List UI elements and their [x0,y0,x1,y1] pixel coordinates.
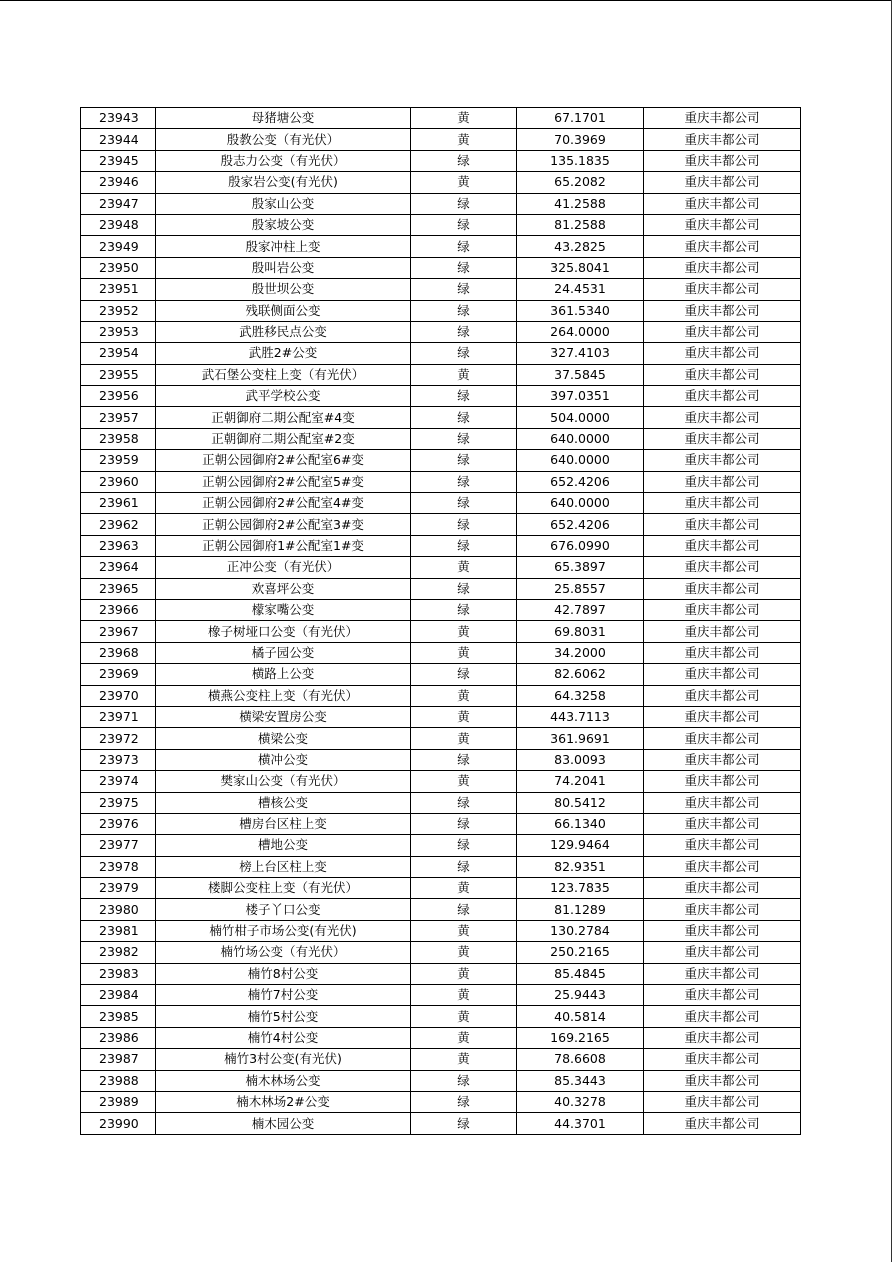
value-cell: 123.7835 [517,878,644,899]
table-row [81,942,801,963]
value-cell: 43.2825 [517,236,644,257]
table-row [81,621,801,642]
value-cell: 640.0000 [517,428,644,449]
transformer-table [80,107,801,1135]
company-cell: 重庆丰都公司 [644,685,801,706]
row-id-cell: 23987 [81,1049,156,1070]
transformer-name-cell: 殷家岩公变(有光伏) [156,172,411,193]
status-color-cell: 绿 [411,450,517,471]
transformer-name-cell: 樊家山公变（有光伏） [156,771,411,792]
table-row [81,1006,801,1027]
value-cell: 325.8041 [517,257,644,278]
company-cell: 重庆丰都公司 [644,899,801,920]
value-cell: 85.3443 [517,1070,644,1091]
company-cell: 重庆丰都公司 [644,236,801,257]
company-cell: 重庆丰都公司 [644,835,801,856]
transformer-name-cell: 正朝御府二期公配室#2变 [156,428,411,449]
row-id-cell: 23964 [81,557,156,578]
table-row [81,985,801,1006]
row-id-cell: 23969 [81,664,156,685]
row-id-cell: 23958 [81,428,156,449]
transformer-name-cell: 楠竹8村公变 [156,963,411,984]
value-cell: 82.6062 [517,664,644,685]
value-cell: 34.2000 [517,642,644,663]
company-cell: 重庆丰都公司 [644,856,801,877]
value-cell: 129.9464 [517,835,644,856]
row-id-cell: 23974 [81,771,156,792]
table-row [81,1027,801,1048]
status-color-cell: 黄 [411,129,517,150]
company-cell: 重庆丰都公司 [644,493,801,514]
company-cell: 重庆丰都公司 [644,257,801,278]
row-id-cell: 23972 [81,728,156,749]
row-id-cell: 23977 [81,835,156,856]
value-cell: 40.5814 [517,1006,644,1027]
transformer-name-cell: 楼子丫口公变 [156,899,411,920]
row-id-cell: 23967 [81,621,156,642]
value-cell: 361.9691 [517,728,644,749]
value-cell: 81.1289 [517,899,644,920]
value-cell: 85.4845 [517,963,644,984]
value-cell: 504.0000 [517,407,644,428]
company-cell: 重庆丰都公司 [644,108,801,129]
table-row [81,279,801,300]
company-cell: 重庆丰都公司 [644,450,801,471]
status-color-cell: 黄 [411,642,517,663]
value-cell: 676.0990 [517,535,644,556]
table-row [81,214,801,235]
table-row [81,493,801,514]
status-color-cell: 黄 [411,1006,517,1027]
table-body [81,108,801,1135]
table-row [81,108,801,129]
status-color-cell: 绿 [411,749,517,770]
company-cell: 重庆丰都公司 [644,813,801,834]
table-row [81,578,801,599]
table-row [81,343,801,364]
row-id-cell: 23943 [81,108,156,129]
status-color-cell: 绿 [411,193,517,214]
transformer-name-cell: 楠竹7村公变 [156,985,411,1006]
table-row [81,557,801,578]
value-cell: 78.6608 [517,1049,644,1070]
status-color-cell: 黄 [411,1027,517,1048]
status-color-cell: 绿 [411,321,517,342]
transformer-name-cell: 殷世坝公变 [156,279,411,300]
transformer-name-cell: 正朝公园御府2#公配室4#变 [156,493,411,514]
table-row [81,899,801,920]
row-id-cell: 23970 [81,685,156,706]
transformer-name-cell: 楠木林场2#公变 [156,1091,411,1112]
transformer-name-cell: 楠竹3村公变(有光伏) [156,1049,411,1070]
status-color-cell: 绿 [411,578,517,599]
company-cell: 重庆丰都公司 [644,1027,801,1048]
table-row [81,321,801,342]
company-cell: 重庆丰都公司 [644,1006,801,1027]
table-row [81,835,801,856]
value-cell: 640.0000 [517,493,644,514]
company-cell: 重庆丰都公司 [644,621,801,642]
status-color-cell: 黄 [411,771,517,792]
transformer-name-cell: 横梁公变 [156,728,411,749]
status-color-cell: 黄 [411,942,517,963]
company-cell: 重庆丰都公司 [644,535,801,556]
company-cell: 重庆丰都公司 [644,878,801,899]
company-cell: 重庆丰都公司 [644,728,801,749]
row-id-cell: 23954 [81,343,156,364]
table-row [81,535,801,556]
transformer-name-cell: 楠木林场公变 [156,1070,411,1091]
company-cell: 重庆丰都公司 [644,1070,801,1091]
company-cell: 重庆丰都公司 [644,557,801,578]
company-cell: 重庆丰都公司 [644,1049,801,1070]
transformer-name-cell: 楠竹4村公变 [156,1027,411,1048]
transformer-name-cell: 槽地公变 [156,835,411,856]
company-cell: 重庆丰都公司 [644,150,801,171]
transformer-name-cell: 殷家冲柱上变 [156,236,411,257]
row-id-cell: 23957 [81,407,156,428]
table-row [81,364,801,385]
value-cell: 70.3969 [517,129,644,150]
transformer-name-cell: 正朝公园御府1#公配室1#变 [156,535,411,556]
status-color-cell: 绿 [411,279,517,300]
status-color-cell: 黄 [411,963,517,984]
company-cell: 重庆丰都公司 [644,642,801,663]
status-color-cell: 绿 [411,343,517,364]
status-color-cell: 绿 [411,1113,517,1134]
value-cell: 66.1340 [517,813,644,834]
value-cell: 361.5340 [517,300,644,321]
row-id-cell: 23960 [81,471,156,492]
status-color-cell: 绿 [411,514,517,535]
transformer-name-cell: 正朝御府二期公配室#4变 [156,407,411,428]
company-cell: 重庆丰都公司 [644,514,801,535]
row-id-cell: 23988 [81,1070,156,1091]
value-cell: 640.0000 [517,450,644,471]
row-id-cell: 23982 [81,942,156,963]
transformer-name-cell: 楠木园公变 [156,1113,411,1134]
table-row [81,236,801,257]
value-cell: 67.1701 [517,108,644,129]
row-id-cell: 23983 [81,963,156,984]
value-cell: 169.2165 [517,1027,644,1048]
value-cell: 44.3701 [517,1113,644,1134]
value-cell: 264.0000 [517,321,644,342]
value-cell: 25.8557 [517,578,644,599]
row-id-cell: 23946 [81,172,156,193]
company-cell: 重庆丰都公司 [644,578,801,599]
company-cell: 重庆丰都公司 [644,942,801,963]
value-cell: 652.4206 [517,514,644,535]
transformer-name-cell: 残联侧面公变 [156,300,411,321]
table-row [81,514,801,535]
table-row [81,471,801,492]
status-color-cell: 绿 [411,493,517,514]
transformer-name-cell: 横路上公变 [156,664,411,685]
value-cell: 69.8031 [517,621,644,642]
row-id-cell: 23971 [81,706,156,727]
value-cell: 82.9351 [517,856,644,877]
status-color-cell: 绿 [411,535,517,556]
company-cell: 重庆丰都公司 [644,129,801,150]
transformer-name-cell: 武胜2#公变 [156,343,411,364]
company-cell: 重庆丰都公司 [644,706,801,727]
table-row [81,1070,801,1091]
status-color-cell: 绿 [411,856,517,877]
row-id-cell: 23953 [81,321,156,342]
status-color-cell: 黄 [411,685,517,706]
transformer-name-cell: 殷家坡公变 [156,214,411,235]
company-cell: 重庆丰都公司 [644,1113,801,1134]
status-color-cell: 黄 [411,878,517,899]
value-cell: 443.7113 [517,706,644,727]
status-color-cell: 绿 [411,257,517,278]
table-row [81,257,801,278]
status-color-cell: 黄 [411,920,517,941]
transformer-name-cell: 横冲公变 [156,749,411,770]
transformer-name-cell: 殷叫岩公变 [156,257,411,278]
company-cell: 重庆丰都公司 [644,279,801,300]
transformer-name-cell: 橡子树垭口公变（有光伏） [156,621,411,642]
company-cell: 重庆丰都公司 [644,343,801,364]
table-row [81,963,801,984]
value-cell: 40.3278 [517,1091,644,1112]
company-cell: 重庆丰都公司 [644,364,801,385]
transformer-name-cell: 武平学校公变 [156,386,411,407]
table-row [81,150,801,171]
transformer-name-cell: 殷志力公变（有光伏） [156,150,411,171]
value-cell: 37.5845 [517,364,644,385]
status-color-cell: 绿 [411,792,517,813]
transformer-name-cell: 楠竹场公变（有光伏） [156,942,411,963]
row-id-cell: 23975 [81,792,156,813]
table-row [81,856,801,877]
status-color-cell: 黄 [411,1049,517,1070]
company-cell: 重庆丰都公司 [644,749,801,770]
status-color-cell: 绿 [411,471,517,492]
table-row [81,792,801,813]
table-row [81,771,801,792]
status-color-cell: 黄 [411,621,517,642]
status-color-cell: 绿 [411,599,517,620]
row-id-cell: 23948 [81,214,156,235]
table-row [81,642,801,663]
value-cell: 81.2588 [517,214,644,235]
transformer-name-cell: 欢喜坪公变 [156,578,411,599]
row-id-cell: 23980 [81,899,156,920]
company-cell: 重庆丰都公司 [644,193,801,214]
status-color-cell: 黄 [411,706,517,727]
status-color-cell: 黄 [411,985,517,1006]
row-id-cell: 23984 [81,985,156,1006]
row-id-cell: 23961 [81,493,156,514]
transformer-name-cell: 武石堡公变柱上变（有光伏） [156,364,411,385]
status-color-cell: 绿 [411,300,517,321]
company-cell: 重庆丰都公司 [644,321,801,342]
company-cell: 重庆丰都公司 [644,920,801,941]
row-id-cell: 23978 [81,856,156,877]
company-cell: 重庆丰都公司 [644,1091,801,1112]
transformer-name-cell: 正冲公变（有光伏） [156,557,411,578]
value-cell: 130.2784 [517,920,644,941]
company-cell: 重庆丰都公司 [644,471,801,492]
table-row [81,1049,801,1070]
company-cell: 重庆丰都公司 [644,599,801,620]
row-id-cell: 23950 [81,257,156,278]
status-color-cell: 绿 [411,428,517,449]
value-cell: 135.1835 [517,150,644,171]
status-color-cell: 绿 [411,1070,517,1091]
table-row [81,706,801,727]
row-id-cell: 23981 [81,920,156,941]
value-cell: 64.3258 [517,685,644,706]
value-cell: 65.2082 [517,172,644,193]
row-id-cell: 23968 [81,642,156,663]
transformer-name-cell: 楠竹柑子市场公变(有光伏) [156,920,411,941]
value-cell: 24.4531 [517,279,644,300]
transformer-name-cell: 正朝公园御府2#公配室5#变 [156,471,411,492]
status-color-cell: 绿 [411,899,517,920]
table-row [81,813,801,834]
row-id-cell: 23945 [81,150,156,171]
company-cell: 重庆丰都公司 [644,214,801,235]
value-cell: 652.4206 [517,471,644,492]
transformer-name-cell: 殷教公变（有光伏） [156,129,411,150]
table-row [81,129,801,150]
transformer-name-cell: 武胜移民点公变 [156,321,411,342]
status-color-cell: 绿 [411,835,517,856]
status-color-cell: 黄 [411,364,517,385]
company-cell: 重庆丰都公司 [644,407,801,428]
company-cell: 重庆丰都公司 [644,792,801,813]
transformer-name-cell: 檬家嘴公变 [156,599,411,620]
status-color-cell: 黄 [411,557,517,578]
value-cell: 250.2165 [517,942,644,963]
value-cell: 327.4103 [517,343,644,364]
status-color-cell: 绿 [411,214,517,235]
value-cell: 397.0351 [517,386,644,407]
table-row [81,450,801,471]
status-color-cell: 绿 [411,236,517,257]
table-row [81,749,801,770]
transformer-name-cell: 榜上台区柱上变 [156,856,411,877]
company-cell: 重庆丰都公司 [644,985,801,1006]
table-row [81,172,801,193]
transformer-name-cell: 正朝公园御府2#公配室3#变 [156,514,411,535]
table-row [81,428,801,449]
row-id-cell: 23965 [81,578,156,599]
table-row [81,1091,801,1112]
value-cell: 83.0093 [517,749,644,770]
transformer-name-cell: 槽房台区柱上变 [156,813,411,834]
company-cell: 重庆丰都公司 [644,172,801,193]
transformer-name-cell: 正朝公园御府2#公配室6#变 [156,450,411,471]
table-row [81,664,801,685]
row-id-cell: 23952 [81,300,156,321]
row-id-cell: 23963 [81,535,156,556]
value-cell: 42.7897 [517,599,644,620]
row-id-cell: 23973 [81,749,156,770]
row-id-cell: 23976 [81,813,156,834]
table-row [81,1113,801,1134]
company-cell: 重庆丰都公司 [644,664,801,685]
table-row [81,728,801,749]
table-row [81,685,801,706]
status-color-cell: 绿 [411,813,517,834]
row-id-cell: 23990 [81,1113,156,1134]
page-top-border [0,0,892,1]
value-cell: 25.9443 [517,985,644,1006]
row-id-cell: 23944 [81,129,156,150]
row-id-cell: 23986 [81,1027,156,1048]
transformer-name-cell: 横梁安置房公变 [156,706,411,727]
row-id-cell: 23959 [81,450,156,471]
row-id-cell: 23949 [81,236,156,257]
transformer-name-cell: 殷家山公变 [156,193,411,214]
status-color-cell: 绿 [411,407,517,428]
company-cell: 重庆丰都公司 [644,771,801,792]
table-row [81,407,801,428]
status-color-cell: 绿 [411,664,517,685]
value-cell: 80.5412 [517,792,644,813]
transformer-name-cell: 横燕公变柱上变（有光伏） [156,685,411,706]
transformer-name-cell: 楼脚公变柱上变（有光伏） [156,878,411,899]
company-cell: 重庆丰都公司 [644,300,801,321]
status-color-cell: 绿 [411,150,517,171]
transformer-name-cell: 槽核公变 [156,792,411,813]
row-id-cell: 23951 [81,279,156,300]
table-row [81,920,801,941]
row-id-cell: 23962 [81,514,156,535]
transformer-name-cell: 楠竹5村公变 [156,1006,411,1027]
company-cell: 重庆丰都公司 [644,428,801,449]
transformer-name-cell: 母猪塘公变 [156,108,411,129]
value-cell: 65.3897 [517,557,644,578]
status-color-cell: 绿 [411,386,517,407]
row-id-cell: 23955 [81,364,156,385]
row-id-cell: 23966 [81,599,156,620]
table-row [81,386,801,407]
row-id-cell: 23979 [81,878,156,899]
transformer-name-cell: 橘子园公变 [156,642,411,663]
table-row [81,193,801,214]
table-row [81,878,801,899]
status-color-cell: 黄 [411,728,517,749]
table-row [81,599,801,620]
status-color-cell: 绿 [411,1091,517,1112]
company-cell: 重庆丰都公司 [644,963,801,984]
row-id-cell: 23989 [81,1091,156,1112]
row-id-cell: 23956 [81,386,156,407]
table-row [81,300,801,321]
row-id-cell: 23947 [81,193,156,214]
row-id-cell: 23985 [81,1006,156,1027]
company-cell: 重庆丰都公司 [644,386,801,407]
value-cell: 41.2588 [517,193,644,214]
value-cell: 74.2041 [517,771,644,792]
status-color-cell: 黄 [411,108,517,129]
status-color-cell: 黄 [411,172,517,193]
